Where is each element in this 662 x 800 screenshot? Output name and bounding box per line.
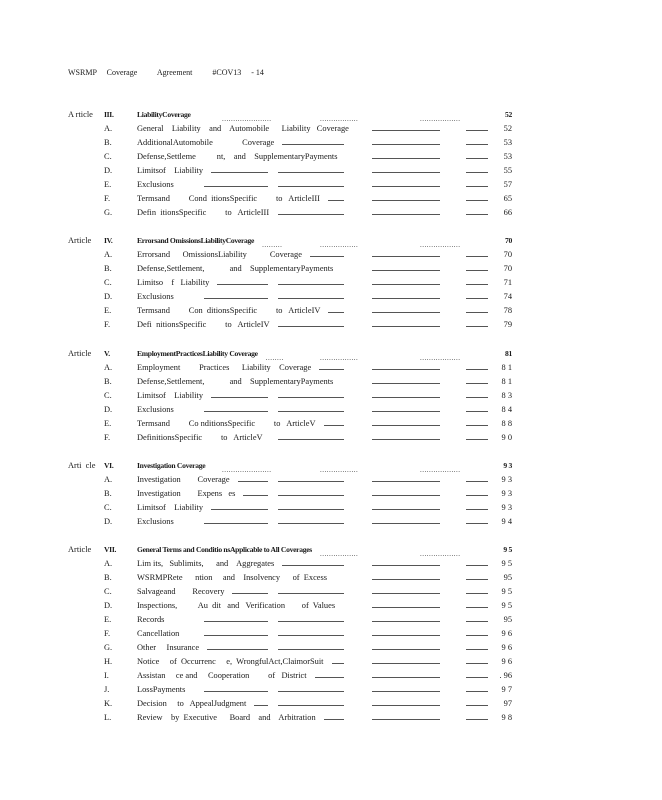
toc-entry — [0, 263, 662, 275]
page-number: 53 — [503, 152, 512, 161]
page-number: 9 3 — [503, 461, 512, 470]
page-number: 9 3 — [501, 503, 512, 512]
entry-letter: I. — [104, 671, 109, 680]
article-label: Article — [68, 236, 92, 245]
dash-leader — [372, 369, 440, 370]
dash-leader — [278, 635, 344, 636]
entry-letter: A. — [104, 124, 113, 133]
entry-letter: G. — [104, 208, 113, 217]
dash-leader — [372, 649, 440, 650]
toc-entry — [0, 712, 662, 724]
article-numeral: VII. — [104, 545, 117, 554]
page-number: 70 — [503, 250, 512, 259]
toc-entry — [0, 179, 662, 191]
page-number: 9 4 — [501, 517, 512, 526]
entry-letter: B. — [104, 264, 112, 273]
toc-entry — [0, 404, 662, 416]
entry-letter: C. — [104, 278, 112, 287]
toc-entry — [0, 165, 662, 177]
page-number: 9 3 — [501, 489, 512, 498]
page-number: 9 8 — [501, 713, 512, 722]
toc-entry — [0, 376, 662, 388]
toc-entry — [0, 305, 662, 317]
dash-leader — [324, 719, 344, 720]
dash-leader — [372, 186, 440, 187]
article-title: LiabilityCoverage — [137, 110, 191, 119]
article-heading — [0, 348, 662, 360]
dash-leader — [310, 256, 344, 257]
dash-leader — [204, 298, 268, 299]
dash-leader — [466, 635, 488, 636]
dash-leader — [332, 663, 345, 664]
page-number: 9 5 — [501, 601, 512, 610]
entry-title: AdditionalAutomobile Coverage — [137, 138, 275, 147]
dash-leader — [372, 397, 440, 398]
article-numeral: VI. — [104, 461, 114, 470]
entry-letter: J. — [104, 685, 110, 694]
page-number: 9 3 — [501, 475, 512, 484]
entry-letter: C. — [104, 503, 112, 512]
dash-leader — [466, 270, 488, 271]
dash-leader — [466, 397, 488, 398]
dash-leader — [466, 298, 488, 299]
dash-leader — [282, 144, 344, 145]
entry-letter: G. — [104, 643, 113, 652]
article-label: Article — [68, 349, 92, 358]
toc-entry — [0, 516, 662, 528]
dash-leader — [466, 509, 488, 510]
dash-leader — [372, 719, 440, 720]
article-title: General Terms and Conditio nsApplicable to All Coverages — [137, 545, 312, 554]
article-title: Errorsand OmissionsLiabilityCoverage — [137, 236, 255, 245]
entry-letter: B. — [104, 377, 112, 386]
entry-title: Defense,Settlement, and SupplementaryPayments — [137, 377, 334, 386]
article-label: Article — [68, 545, 92, 554]
toc-entry — [0, 670, 662, 682]
dash-leader — [372, 677, 440, 678]
article-title: EmploymentPracticesLiability Coverage — [137, 349, 258, 358]
entry-letter: C. — [104, 391, 112, 400]
dash-leader — [372, 270, 440, 271]
dash-leader — [204, 186, 268, 187]
entry-title: Limitso f Liability — [137, 278, 210, 287]
entry-title: Salvageand Recovery — [137, 587, 225, 596]
dash-leader — [466, 607, 488, 608]
dash-leader — [466, 523, 488, 524]
dash-leader — [466, 579, 488, 580]
page-number: 70 — [503, 264, 512, 273]
dash-leader — [466, 369, 488, 370]
entry-title: Investigation Expens es — [137, 489, 236, 498]
dot-leader: ...................... — [222, 466, 272, 474]
entry-title: Limitsof Liability — [137, 391, 204, 400]
dash-leader — [372, 439, 440, 440]
toc-entry — [0, 586, 662, 598]
page-number: 8 1 — [501, 363, 512, 372]
entry-letter: D. — [104, 601, 113, 610]
dash-leader — [466, 130, 488, 131]
dash-leader — [372, 621, 440, 622]
toc-entry — [0, 474, 662, 486]
dash-leader — [466, 200, 488, 201]
toc-entry — [0, 698, 662, 710]
dot-leader: .................. — [420, 115, 461, 123]
dash-leader — [466, 326, 488, 327]
entry-title: Cancellation — [137, 629, 180, 638]
page-number: 9 5 — [501, 559, 512, 568]
dash-leader — [278, 509, 344, 510]
dash-leader — [466, 172, 488, 173]
dash-leader — [324, 425, 344, 426]
dash-leader — [328, 312, 344, 313]
entry-letter: H. — [104, 657, 113, 666]
page-number: 70 — [505, 236, 512, 245]
dash-leader — [278, 284, 344, 285]
toc-entry — [0, 628, 662, 640]
entry-letter: E. — [104, 419, 112, 428]
entry-title: Limitsof Liability — [137, 503, 204, 512]
dash-leader — [466, 565, 488, 566]
page-number: 9 7 — [501, 685, 512, 694]
dash-leader — [372, 214, 440, 215]
dash-leader — [466, 312, 488, 313]
toc-entry — [0, 684, 662, 696]
dash-leader — [278, 621, 344, 622]
entry-title: Termsand Cond itionsSpecific to ArticleIII — [137, 194, 320, 203]
entry-letter: D. — [104, 292, 113, 301]
toc-entry — [0, 123, 662, 135]
page-number: 9 6 — [501, 657, 512, 666]
dash-leader — [466, 284, 488, 285]
dash-leader — [278, 214, 344, 215]
page-number: 8 4 — [501, 405, 512, 414]
page-number: 8 8 — [501, 419, 512, 428]
dash-leader — [207, 649, 268, 650]
page-number: . 96 — [499, 671, 512, 680]
dash-leader — [372, 607, 440, 608]
dash-leader — [278, 523, 344, 524]
dash-leader — [372, 705, 440, 706]
entry-letter: A. — [104, 363, 113, 372]
entry-letter: F. — [104, 433, 111, 442]
dash-leader — [372, 130, 440, 131]
page-number: 81 — [505, 349, 512, 358]
page-number: 52 — [505, 110, 512, 119]
dash-leader — [466, 495, 488, 496]
dash-leader — [466, 663, 488, 664]
toc-entry — [0, 319, 662, 331]
dash-leader — [278, 411, 344, 412]
page-number: 9 0 — [501, 433, 512, 442]
dash-leader — [372, 509, 440, 510]
dash-leader — [278, 186, 344, 187]
dash-leader — [211, 172, 268, 173]
dash-leader — [243, 495, 268, 496]
entry-title: Records — [137, 615, 165, 624]
toc-entry — [0, 614, 662, 626]
entry-letter: B. — [104, 573, 112, 582]
entry-title: Investigation Coverage — [137, 475, 230, 484]
entry-letter: A. — [104, 475, 113, 484]
dash-leader — [466, 256, 488, 257]
dot-leader: ...................... — [222, 115, 272, 123]
article-heading — [0, 235, 662, 247]
dot-leader: ........ — [265, 354, 284, 362]
dash-leader — [278, 326, 344, 327]
dash-leader — [372, 326, 440, 327]
dash-leader — [466, 705, 488, 706]
dash-leader — [466, 214, 488, 215]
toc-entry — [0, 502, 662, 514]
toc-entry — [0, 656, 662, 668]
page-number: 9 6 — [501, 643, 512, 652]
toc-entry — [0, 249, 662, 261]
page-number: 74 — [503, 292, 512, 301]
dash-leader — [232, 593, 268, 594]
dot-leader: ................. — [320, 466, 359, 474]
dash-leader — [278, 691, 344, 692]
entry-letter: B. — [104, 489, 112, 498]
dash-leader — [372, 565, 440, 566]
dash-leader — [282, 565, 344, 566]
page-number: 95 — [503, 615, 512, 624]
dash-leader — [211, 397, 268, 398]
dash-leader — [278, 705, 344, 706]
entry-letter: E. — [104, 180, 112, 189]
article-label: Arti cle — [68, 461, 96, 470]
dash-leader — [204, 621, 268, 622]
dot-leader: .................. — [420, 466, 461, 474]
page-number: 53 — [503, 138, 512, 147]
page-number: 71 — [503, 278, 512, 287]
entry-title: Exclusions — [137, 405, 174, 414]
page-number: 9 5 — [501, 587, 512, 596]
dot-leader: .................. — [420, 241, 461, 249]
page-number: 8 1 — [501, 377, 512, 386]
dot-leader: .................. — [420, 550, 461, 558]
document-header: WSRMP Coverage Agreement #COV13 - 14 — [68, 68, 264, 77]
dash-leader — [254, 705, 268, 706]
toc-entry — [0, 488, 662, 500]
dash-leader — [217, 284, 268, 285]
page-number: 79 — [503, 320, 512, 329]
dot-leader: .................. — [420, 354, 461, 362]
entry-letter: E. — [104, 306, 112, 315]
toc-entry — [0, 207, 662, 219]
toc-entry — [0, 600, 662, 612]
entry-title: WSRMPRete ntion and Insolvency of Excess — [137, 573, 328, 582]
dash-leader — [466, 144, 488, 145]
entry-title: Defense,Settlement, and SupplementaryPayments — [137, 264, 334, 273]
entry-title: DefinitionsSpecific to ArticleV — [137, 433, 263, 442]
entry-title: Defi nitionsSpecific to ArticleIV — [137, 320, 270, 329]
entry-title: Exclusions — [137, 180, 174, 189]
dash-leader — [466, 158, 488, 159]
entry-letter: K. — [104, 699, 113, 708]
dash-leader — [372, 593, 440, 594]
toc-entry — [0, 572, 662, 584]
dash-leader — [466, 383, 488, 384]
dash-leader — [466, 411, 488, 412]
entry-title: Errorsand OmissionsLiability Coverage — [137, 250, 302, 259]
entry-title: Defense,Settleme nt, and SupplementaryPayments — [137, 152, 338, 161]
entry-title: LossPayments — [137, 685, 186, 694]
entry-letter: A. — [104, 250, 113, 259]
dash-leader — [466, 691, 488, 692]
entry-title: General Liability and Automobile Liability Coverage — [137, 124, 349, 133]
dash-leader — [466, 677, 488, 678]
dash-leader — [278, 397, 344, 398]
page-number: 8 3 — [501, 391, 512, 400]
toc-entry — [0, 558, 662, 570]
toc-entry — [0, 362, 662, 374]
dash-leader — [372, 635, 440, 636]
page-number: 78 — [503, 306, 512, 315]
dash-leader — [372, 495, 440, 496]
dash-leader — [278, 172, 344, 173]
article-title: Investigation Coverage — [137, 461, 206, 470]
article-label: A rticle — [68, 110, 93, 119]
dash-leader — [466, 425, 488, 426]
entry-letter: F. — [104, 320, 111, 329]
article-numeral: V. — [104, 349, 110, 358]
dash-leader — [372, 172, 440, 173]
page-number: 9 5 — [503, 545, 512, 554]
dash-leader — [278, 298, 344, 299]
entry-letter: E. — [104, 615, 112, 624]
dash-leader — [372, 158, 440, 159]
entry-title: Other Insurance — [137, 643, 200, 652]
dot-leader: ......... — [262, 241, 283, 249]
toc-entry — [0, 291, 662, 303]
dash-leader — [372, 481, 440, 482]
entry-letter: D. — [104, 517, 113, 526]
entry-letter: C. — [104, 152, 112, 161]
dash-leader — [278, 593, 344, 594]
dash-leader — [328, 200, 344, 201]
toc-entry — [0, 432, 662, 444]
entry-title: Limitsof Liability — [137, 166, 204, 175]
dash-leader — [466, 481, 488, 482]
toc-entry — [0, 137, 662, 149]
dash-leader — [372, 691, 440, 692]
entry-title: Inspections, Au dit and Verification of Values — [137, 601, 336, 610]
entry-title: Notice of Occurrenc e, WrongfulAct,ClaimorSuit — [137, 657, 324, 666]
page-number: 52 — [503, 124, 512, 133]
dash-leader — [372, 663, 440, 664]
dash-leader — [372, 144, 440, 145]
toc-entry — [0, 193, 662, 205]
toc-entry — [0, 277, 662, 289]
entry-title: Exclusions — [137, 517, 174, 526]
entry-title: Review by Executive Board and Arbitration — [137, 713, 316, 722]
dash-leader — [315, 677, 344, 678]
dash-leader — [372, 579, 440, 580]
entry-title: Termsand Co nditionsSpecific to ArticleV — [137, 419, 316, 428]
dash-leader — [372, 298, 440, 299]
toc-entry — [0, 390, 662, 402]
dash-leader — [372, 200, 440, 201]
page-number: 66 — [503, 208, 512, 217]
entry-title: Decision to AppealJudgment — [137, 699, 247, 708]
page-number: 97 — [503, 699, 512, 708]
dash-leader — [466, 649, 488, 650]
dash-leader — [466, 439, 488, 440]
entry-letter: L. — [104, 713, 112, 722]
dash-leader — [204, 691, 268, 692]
dash-leader — [319, 369, 344, 370]
entry-letter: A. — [104, 559, 113, 568]
dash-leader — [204, 523, 268, 524]
dash-leader — [372, 312, 440, 313]
entry-letter: D. — [104, 405, 113, 414]
dash-leader — [204, 411, 268, 412]
entry-title: Termsand Con ditionsSpecific to ArticleIV — [137, 306, 321, 315]
dash-leader — [278, 649, 344, 650]
entry-letter: F. — [104, 194, 111, 203]
dash-leader — [238, 481, 268, 482]
dash-leader — [278, 481, 344, 482]
dash-leader — [211, 509, 268, 510]
article-heading — [0, 544, 662, 556]
entry-title: Exclusions — [137, 292, 174, 301]
entry-letter: C. — [104, 587, 112, 596]
dash-leader — [278, 495, 344, 496]
dash-leader — [372, 411, 440, 412]
page-number: 55 — [503, 166, 512, 175]
article-heading — [0, 460, 662, 472]
article-heading — [0, 109, 662, 121]
article-numeral: IV. — [104, 236, 113, 245]
page-number: 57 — [503, 180, 512, 189]
page-number: 95 — [503, 573, 512, 582]
dash-leader — [372, 256, 440, 257]
toc-entry — [0, 642, 662, 654]
dash-leader — [372, 284, 440, 285]
toc-entry — [0, 151, 662, 163]
dot-leader: ................. — [320, 241, 359, 249]
entry-title: Employment Practices Liability Coverage — [137, 363, 312, 372]
dash-leader — [204, 635, 268, 636]
dash-leader — [466, 186, 488, 187]
dash-leader — [466, 719, 488, 720]
dash-leader — [372, 383, 440, 384]
article-numeral: III. — [104, 110, 114, 119]
page-number: 65 — [503, 194, 512, 203]
dash-leader — [372, 425, 440, 426]
entry-letter: D. — [104, 166, 113, 175]
dot-leader: ................. — [320, 550, 359, 558]
dash-leader — [466, 593, 488, 594]
entry-letter: F. — [104, 629, 111, 638]
dash-leader — [372, 523, 440, 524]
entry-title: Defin itionsSpecific to ArticleIII — [137, 208, 270, 217]
entry-letter: B. — [104, 138, 112, 147]
entry-title: Assistan ce and Cooperation of District — [137, 671, 307, 680]
entry-title: Lim its, Sublimits, and Aggregates — [137, 559, 275, 568]
dash-leader — [466, 621, 488, 622]
dot-leader: ................. — [320, 115, 359, 123]
page-number: 9 6 — [501, 629, 512, 638]
toc-entry — [0, 418, 662, 430]
dash-leader — [278, 439, 344, 440]
dot-leader: ................. — [320, 354, 359, 362]
